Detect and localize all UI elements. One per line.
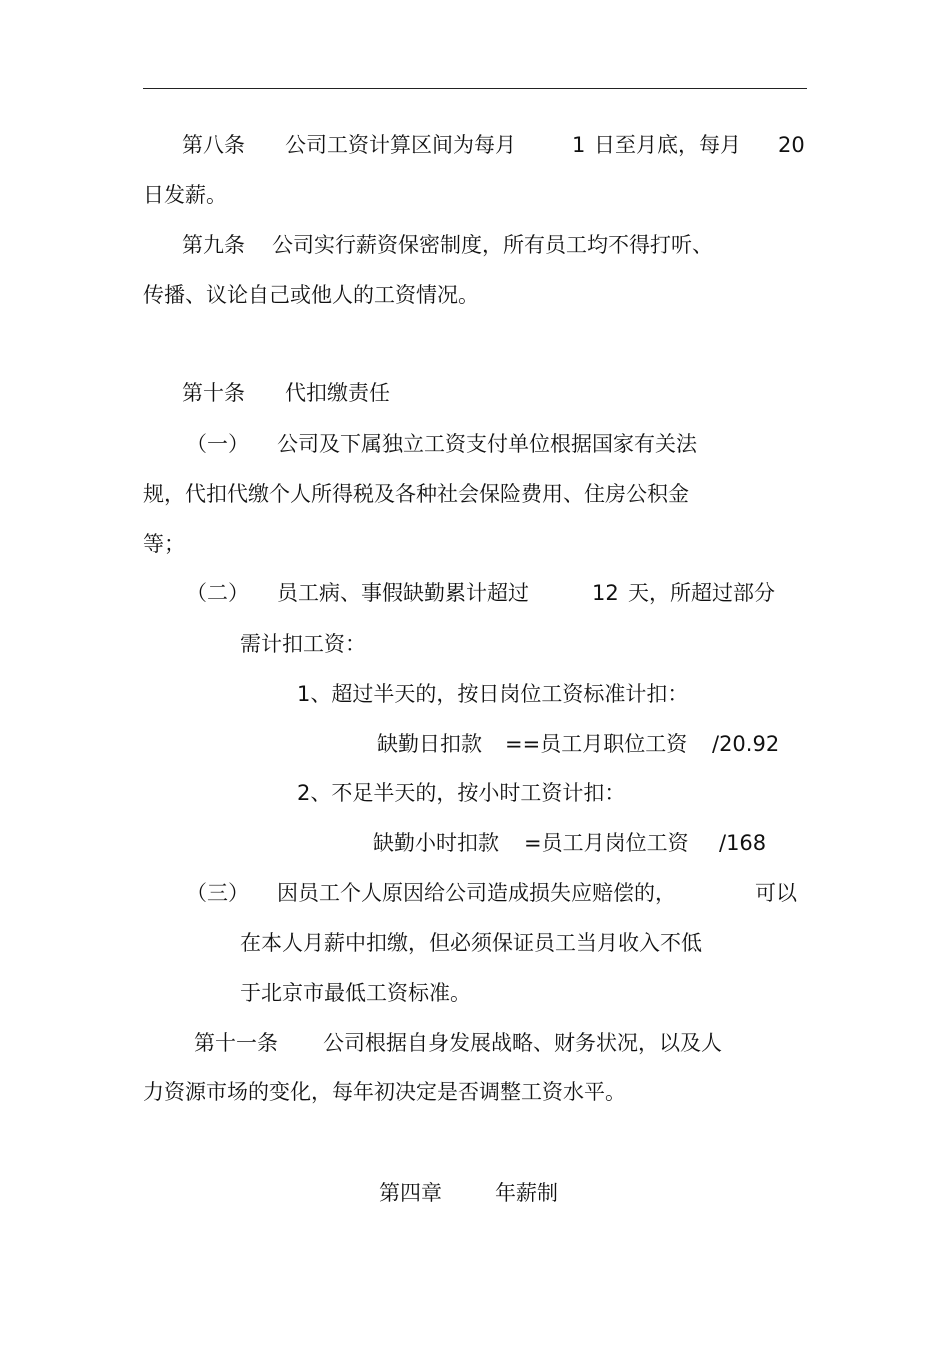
article-9-label: 第九条 (182, 233, 245, 257)
item-2-line-2: 需计扣工资： (240, 632, 366, 656)
item-1-line-1: 公司及下属独立工资支付单位根据国家有关法 (277, 432, 697, 456)
formula-2-c: /168 (719, 831, 767, 855)
item-3-marker: （三） (186, 881, 249, 905)
article-8-text-b: 日至月底，每月 (594, 133, 741, 157)
article-8-num-2: 20 (778, 133, 805, 157)
item-2-num: 12 (592, 581, 619, 605)
item-1-marker: （一） (186, 432, 249, 456)
article-8-continuation: 日发薪。 (143, 183, 227, 207)
item-3-line-2: 在本人月薪中扣缴，但必须保证员工当月收入不低 (240, 931, 702, 955)
item-1-line-2: 规，代扣代缴个人所得税及各种社会保险费用、住房公积金 (143, 482, 689, 506)
item-3-line-3: 于北京市最低工资标准。 (240, 981, 471, 1005)
article-9-continuation: 传播、议论自己或他人的工资情况。 (143, 283, 479, 307)
article-9-text: 公司实行薪资保密制度，所有员工均不得打听、 (272, 233, 713, 257)
item-1-line-3: 等； (143, 532, 185, 556)
article-11-continuation: 力资源市场的变化，每年初决定是否调整工资水平。 (143, 1080, 626, 1104)
chapter-label: 第四章 (379, 1181, 442, 1205)
item-3-text-b: 可以 (755, 881, 797, 905)
item-2-text-a: 员工病、事假缺勤累计超过 (277, 581, 529, 605)
formula-1-c: /20.92 (712, 732, 780, 756)
article-8-label: 第八条 (182, 133, 245, 157)
item-2-marker: （二） (186, 581, 249, 605)
item-2-text-b: 天，所超过部分 (628, 581, 775, 605)
article-8-text-a: 公司工资计算区间为每月 (285, 133, 516, 157)
header-rule (143, 88, 807, 89)
article-10-label: 第十条 (182, 381, 245, 405)
formula-1-a: 缺勤日扣款 (377, 732, 482, 756)
article-11-label: 第十一条 (194, 1031, 278, 1055)
formula-1-b: ==员工月职位工资 (505, 732, 688, 756)
item-3-text-a: 因员工个人原因给公司造成损失应赔偿的， (277, 881, 676, 905)
chapter-title: 年薪制 (495, 1181, 558, 1205)
article-11-text: 公司根据自身发展战略、财务状况，以及人 (323, 1031, 722, 1055)
formula-2-a: 缺勤小时扣款 (373, 831, 499, 855)
formula-2-b: =员工月岗位工资 (524, 831, 689, 855)
item-2-sub-2: 2、不足半天的，按小时工资计扣： (297, 781, 626, 805)
item-2-sub-1: 1、超过半天的，按日岗位工资标准计扣： (297, 682, 689, 706)
article-10-title: 代扣缴责任 (285, 381, 390, 405)
article-8-num-1: 1 (572, 133, 586, 157)
